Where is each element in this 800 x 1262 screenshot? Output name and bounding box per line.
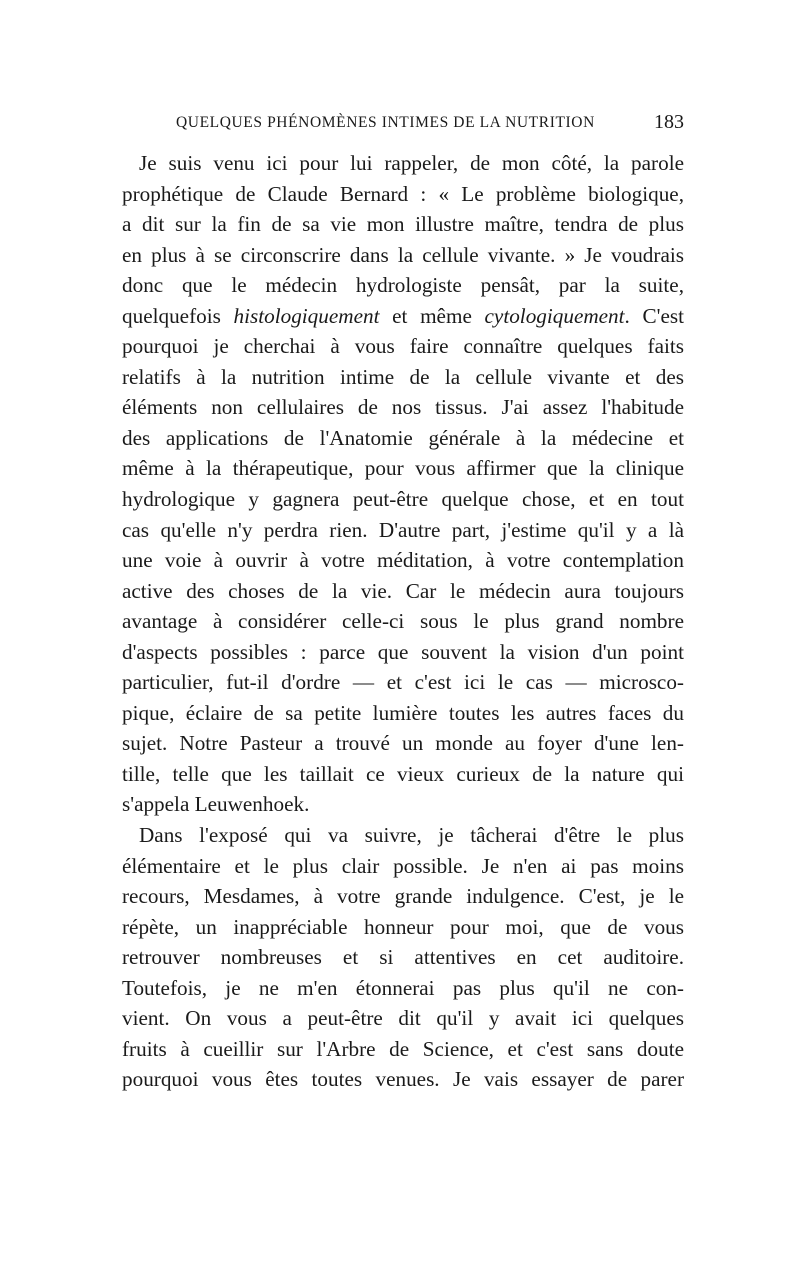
text-segment: et même [379, 303, 485, 328]
text-segment: cas qu'elle n'y perdra rien. D'autre part, j'estime qu'il y a là [122, 517, 684, 542]
italic-text: histologiquement [233, 303, 380, 328]
text-segment: particulier, fut-il d'ordre — et c'est ici le cas — microsco- [122, 670, 684, 695]
text-line [122, 331, 684, 362]
text-line [122, 209, 684, 240]
text-segment: en plus à se circonscrire dans la cellule vivante. » Je voudrais [122, 242, 684, 267]
text-segment: même à la thérapeutique, pour vous affirmer que la clinique [122, 456, 684, 481]
text-segment: pourquoi je cherchai à vous faire connaître quelques faits [122, 334, 684, 359]
text-line [122, 728, 684, 759]
text-line [122, 820, 684, 851]
text-segment: répète, un inappréciable honneur pour moi, que de vous [122, 914, 684, 939]
text-segment: pourquoi vous êtes toutes venues. Je vais essayer de parer [122, 1067, 684, 1092]
text-segment: a dit sur la fin de sa vie mon illustre maître, tendra de plus [122, 212, 684, 237]
text-line [122, 851, 684, 882]
text-line [122, 1034, 684, 1065]
text-segment: Toutefois, je ne m'en étonnerai pas plus qu'il ne con- [122, 975, 684, 1000]
text-segment: prophétique de Claude Bernard : « Le problème biologique, [122, 181, 684, 206]
text-segment: pique, éclaire de sa petite lumière toutes les autres faces du [122, 700, 684, 725]
text-segment: hydrologique y gagnera peut-être quelque chose, et en tout [122, 487, 684, 512]
text-line [122, 698, 684, 729]
text-segment: relatifs à la nutrition intime de la cellule vivante et des [122, 364, 684, 389]
text-line [122, 789, 684, 820]
text-segment: avantage à considérer celle-ci sous le plus grand nombre [122, 609, 684, 634]
text-line [122, 637, 684, 668]
text-segment: vient. On vous a peut-être dit qu'il y avait ici quelques [122, 1006, 684, 1031]
text-segment: une voie à ouvrir à votre méditation, à votre contemplation [122, 548, 684, 573]
paragraph [122, 820, 684, 1095]
text-segment: élémentaire et le plus clair possible. Je n'en ai pas moins [122, 853, 684, 878]
text-segment: quelquefois [122, 303, 234, 328]
text-segment: sujet. Notre Pasteur a trouvé un monde au foyer d'une len- [122, 731, 684, 756]
running-title: QUELQUES PHÉNOMÈNES INTIMES DE LA NUTRITION [176, 114, 595, 131]
text-segment: s'appela Leuwenhoek. [122, 792, 310, 817]
text-line [122, 545, 684, 576]
text-segment: active des choses de la vie. Car le médecin aura toujours [122, 578, 684, 603]
italic-text: cytologiquement [484, 303, 625, 328]
text-line [122, 576, 684, 607]
text-line [122, 453, 684, 484]
text-segment: Dans l'exposé qui va suivre, je tâcherai d'être le plus [139, 823, 684, 848]
text-line [122, 362, 684, 393]
text-segment: recours, Mesdames, à votre grande indulgence. C'est, je le [122, 884, 684, 909]
text-line [122, 973, 684, 1004]
text-segment: fruits à cueillir sur l'Arbre de Science, et c'est sans doute [122, 1036, 684, 1061]
text-line [122, 881, 684, 912]
text-line [122, 667, 684, 698]
text-segment: éléments non cellulaires de nos tissus. J'ai assez l'habitude [122, 395, 684, 420]
text-line [122, 515, 684, 546]
text-line [122, 270, 684, 301]
paragraph [122, 148, 684, 820]
text-segment: donc que le médecin hydrologiste pensât, par la suite, [122, 273, 684, 298]
text-line [122, 392, 684, 423]
text-line [122, 301, 684, 332]
text-line [122, 1003, 684, 1034]
text-line [122, 148, 684, 179]
text-line [122, 912, 684, 943]
text-line [122, 179, 684, 210]
running-header [176, 111, 684, 144]
text-line [122, 606, 684, 637]
text-line [122, 942, 684, 973]
text-line [122, 423, 684, 454]
page-number: 183 [654, 111, 684, 133]
text-segment: des applications de l'Anatomie générale à la médecine et [122, 425, 684, 450]
text-line [122, 1064, 684, 1095]
text-segment: . C'est [624, 303, 684, 328]
text-segment: tille, telle que les taillait ce vieux curieux de la nature qui [122, 761, 684, 786]
text-segment: Je suis venu ici pour lui rappeler, de mon côté, la parole [139, 151, 684, 175]
text-segment: retrouver nombreuses et si attentives en cet auditoire. [122, 945, 684, 970]
body-text [122, 148, 684, 1095]
text-line [122, 484, 684, 515]
text-line [122, 240, 684, 271]
text-segment: d'aspects possibles : parce que souvent la vision d'un point [122, 639, 684, 664]
text-line [122, 759, 684, 790]
